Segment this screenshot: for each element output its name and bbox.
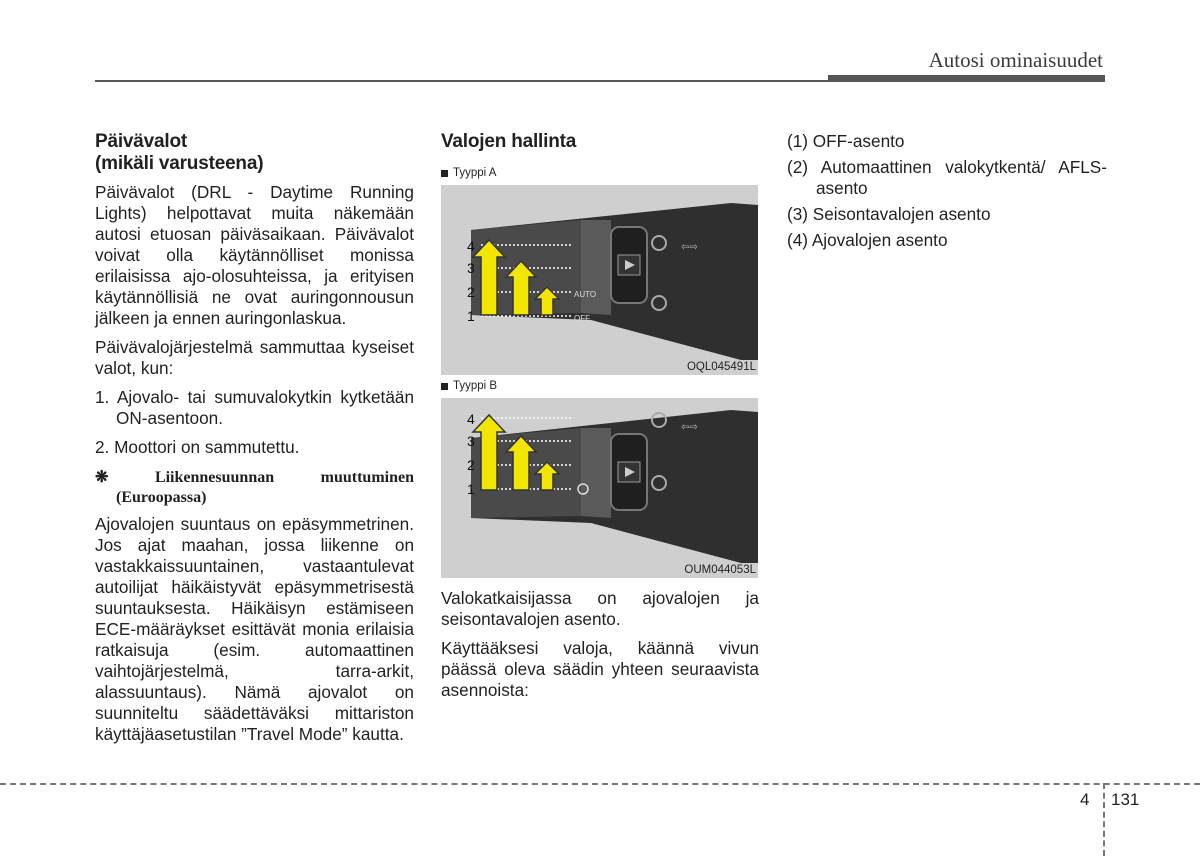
figure-a-code: OQL045491L <box>686 361 756 373</box>
svg-text:⇦⇨: ⇦⇨ <box>681 242 698 253</box>
position-label-4: 4 <box>467 411 475 427</box>
drl-paragraph-1: Päivävalot (DRL - Daytime Running Lights) helpottavat muita näkemään autosi etuosan päiväsaikaan. Päivävalot voivat olla käytännölliset monissa erilaisissa ajo-olosuhteissa, ja erityisen käytännöllisiä ne ovat auringonnousun jälkeen ja ennen auringonlaskua. <box>95 182 414 328</box>
auto-label: AUTO <box>574 290 597 299</box>
figure-a-label: Tyyppi A <box>453 167 497 179</box>
heading-line-2: (mikäli varusteena) <box>95 153 264 174</box>
figure-b-caption <box>441 380 759 392</box>
position-label-3: 3 <box>467 260 475 276</box>
square-bullet-icon <box>441 383 448 390</box>
off-label: OFF <box>574 314 590 323</box>
position-item-1: (1) OFF-asento <box>787 131 905 151</box>
position-item-2: (2) Automaattinen valokytkentä/ AFLS-asento <box>787 157 1107 198</box>
light-switch-illustration-a <box>441 185 758 375</box>
note-title: ❋ Liikennesuunnan muuttuminen (Euroopassa) <box>95 469 414 506</box>
position-item-3: (3) Seisontavalojen asento <box>787 204 991 224</box>
position-label-1: 1 <box>467 481 475 497</box>
page-number: 131 <box>1111 790 1140 809</box>
light-control-paragraph-2: Käyttääksesi valoja, käännä vivun päässä oleva säädin yhteen seuraavista asennoista: <box>441 638 759 700</box>
position-label-3: 3 <box>467 433 475 449</box>
column-light-control <box>441 131 759 701</box>
chapter-number: 4 <box>1080 790 1090 809</box>
section-heading-light-control: Valojen hallinta <box>441 131 577 152</box>
light-control-paragraph-1: Valokatkaisijassa on ajovalojen ja seisontavalojen asento. <box>441 588 759 629</box>
figure-type-b <box>441 398 759 578</box>
light-switch-drawing-b <box>441 398 758 578</box>
list-item: 1. Ajovalo- tai sumuvalokytkin kytketään ON-asentoon. <box>95 387 414 428</box>
header-rule <box>95 80 830 82</box>
section-heading-drl <box>95 131 414 175</box>
column-positions <box>787 131 1107 256</box>
light-switch-illustration-b <box>441 398 758 578</box>
running-header-title: Autosi ominaisuudet <box>928 48 1103 72</box>
svg-text:⇦⇨: ⇦⇨ <box>681 422 698 433</box>
drl-paragraph-2: Päivävalojärjestelmä sammuttaa kyseiset valot, kun: <box>95 337 414 378</box>
figure-a-caption <box>441 167 759 179</box>
list-item: 2. Moottori on sammutettu. <box>95 437 300 457</box>
heading-line-1: Päivävalot <box>95 131 187 152</box>
position-label-2: 2 <box>467 457 475 473</box>
note-body: Ajovalojen suuntaus on epäsymmetrinen. Jos ajat maahan, jossa liikenne on vastakkaissuuntainen, vastaantulevat autoilijat häikäistyvät epäsymmetrisestä suuntauksesta. Häikäisyn estämiseen ECE-määräykset esittävät monia erilaisia ratkaisuja (esim. automaattinen vaihtojärjestelmä, tarra-arkit, alassuuntaus). Nämä ajovalot on suunniteltu säädettäväksi mittariston käyttäjäasetustilan ”Travel Mode” kautta. <box>95 514 414 744</box>
column-drl <box>95 131 414 745</box>
square-bullet-icon <box>441 170 448 177</box>
position-label-2: 2 <box>467 284 475 300</box>
figure-b-label: Tyyppi B <box>453 380 498 392</box>
footer-dashed-divider <box>1103 783 1105 856</box>
footer-dashed-line <box>0 783 1200 785</box>
figure-type-a <box>441 185 759 375</box>
light-switch-drawing-a <box>441 185 758 375</box>
figure-b-code: OUM044053L <box>684 564 756 576</box>
position-label-4: 4 <box>467 238 475 254</box>
position-item-4: (4) Ajovalojen asento <box>787 230 948 250</box>
position-label-1: 1 <box>467 308 475 324</box>
header-rule-accent <box>828 75 1105 82</box>
